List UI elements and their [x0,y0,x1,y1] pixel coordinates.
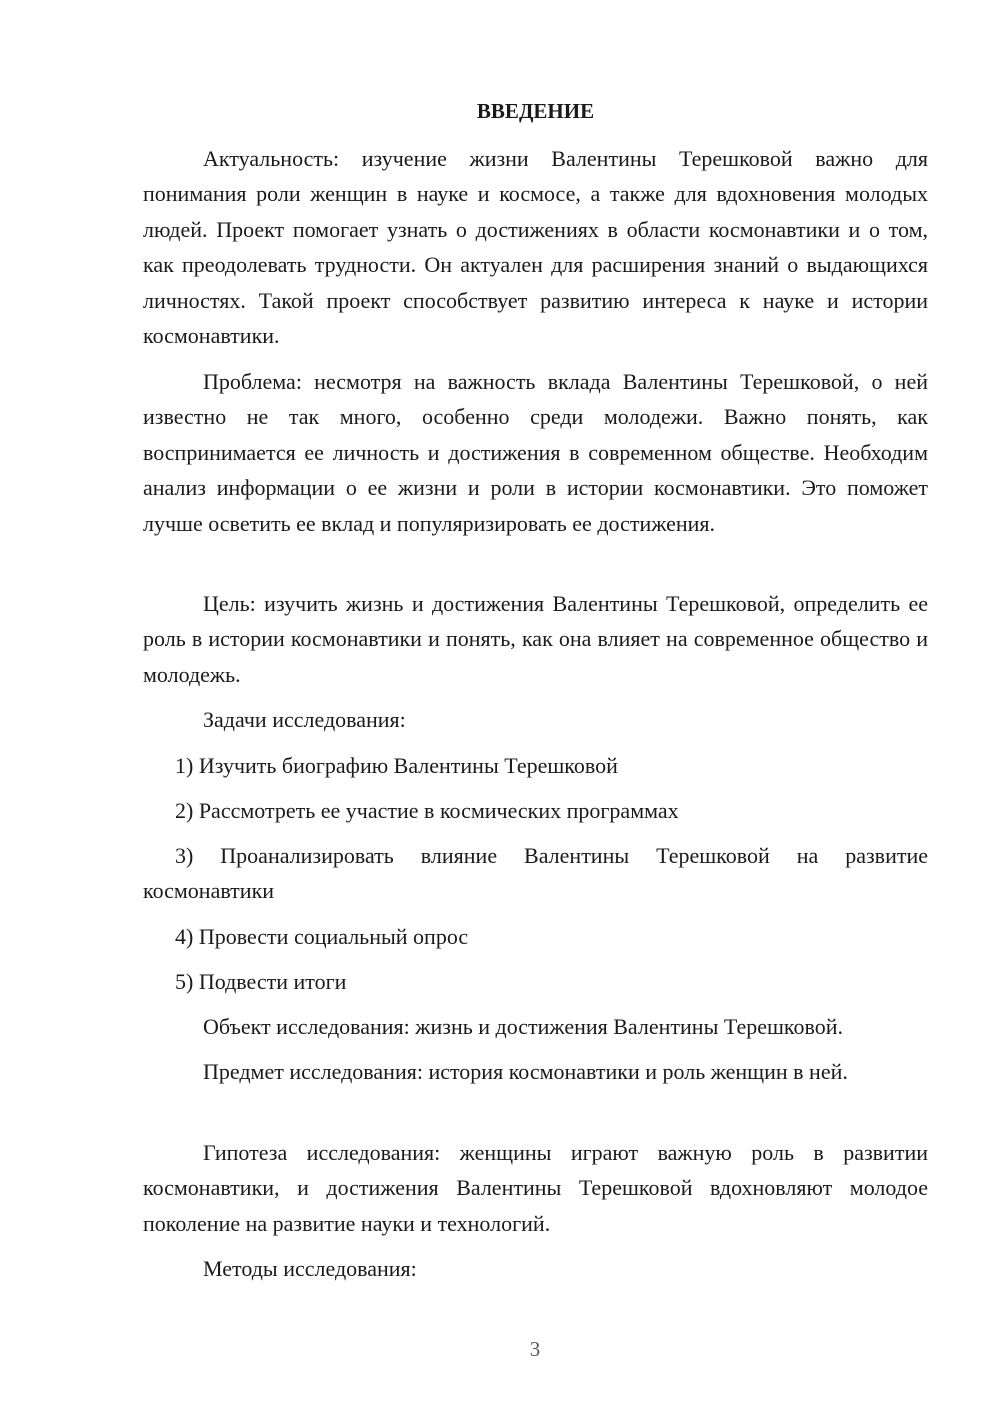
problem-paragraph: Проблема: несмотря на важность вклада Валентины Терешковой, о ней известно не так много, особенно среди молодежи. Важно понять, как воспринимается ее личность и достижения в современном обществе. Необходим анализ информации о ее жизни и роли в истории космонавтики. Это поможет лучше осветить ее вклад и популяризировать ее достижения. [143,369,928,536]
research-subject: Предмет исследования: история космонавтики и роль женщин в ней. [203,1059,848,1084]
page-number: 3 [529,1337,541,1361]
research-object: Объект исследования: жизнь и достижения Валентины Терешковой. [203,1014,843,1039]
task-item: 4) Провести социальный опрос [175,924,469,949]
tasks-heading: Задачи исследования: [203,707,406,732]
task-item: 5) Подвести итоги [175,969,347,994]
task-item: 1) Изучить биографию Валентины Терешковой [175,753,618,778]
page-title: ВВЕДЕНИЕ [476,99,595,123]
research-hypothesis: Гипотеза исследования: женщины играют важную роль в развитии космонавтики, и достижения Валентины Терешковой вдохновляют молодое поколение на развитие науки и технологий. [143,1140,928,1236]
task-item: 3) Проанализировать влияние Валентины Терешковой на развитие космонавтики [143,843,928,904]
task-item: 2) Рассмотреть ее участие в космических программах [175,798,679,823]
methods-heading: Методы исследования: [203,1256,417,1281]
relevance-paragraph: Актуальность: изучение жизни Валентины Терешковой важно для понимания роли женщин в науке и космосе, а также для вдохновения молодых людей. Проект помогает узнать о достижениях в области космонавтики и о том, как преодолевать трудности. Он актуален для расширения знаний о выдающихся личностях. Такой проект способствует развитию интереса к науке и истории космонавтики. [143,146,928,349]
goal-paragraph: Цель: изучить жизнь и достижения Валентины Терешковой, определить ее роль в истории космонавтики и понять, как она влияет на современное общество и молодежь. [143,591,928,687]
